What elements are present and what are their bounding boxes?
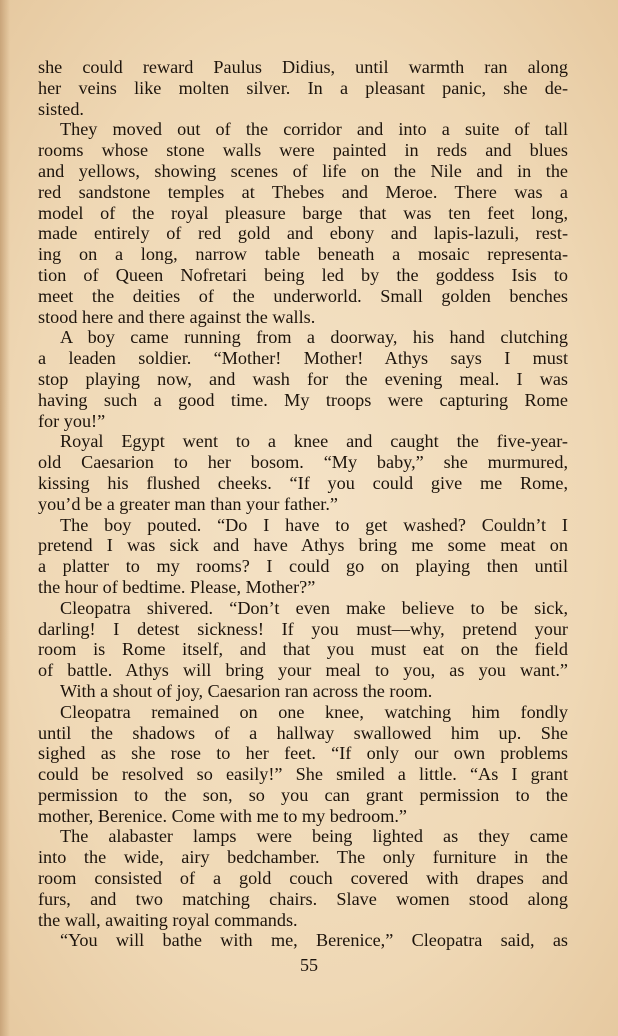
text-line: tion of Queen Nofretari being led by the goddess Isis to <box>38 264 568 285</box>
page-edge-shadow <box>0 0 10 1036</box>
text-line: the hour of bedtime. Please, Mother?” <box>38 576 316 597</box>
text-line: into the wide, airy bedchamber. The only furniture in the <box>38 847 568 868</box>
book-page-text <box>38 57 568 951</box>
text-line: you’d be a greater man than your father.” <box>38 493 338 514</box>
text-line: pretend I was sick and have Athys bring me some meat on <box>38 535 568 556</box>
text-line: Cleopatra remained on one knee, watching him fondly <box>60 701 568 722</box>
text-line: A boy came running from a doorway, his hand clutching <box>60 327 568 348</box>
text-line: rooms whose stone walls were painted in reds and blues <box>38 140 568 161</box>
text-line: sighed as she rose to her feet. “If only our own problems <box>38 743 568 764</box>
text-line: With a shout of joy, Caesarion ran across the room. <box>60 680 433 701</box>
text-line: furs, and two matching chairs. Slave women stood along <box>38 888 568 909</box>
text-line: The boy pouted. “Do I have to get washed? Couldn’t I <box>60 514 568 535</box>
text-line: for you!” <box>38 410 106 431</box>
page-number: 55 <box>300 955 318 975</box>
text-line: darling! I detest sickness! If you must—why, pretend your <box>38 618 568 639</box>
text-line: mother, Berenice. Come with me to my bedroom.” <box>38 805 407 826</box>
text-line: They moved out of the corridor and into a suite of tall <box>60 119 568 140</box>
text-line: meet the deities of the underworld. Small golden benches <box>38 285 568 306</box>
text-line: Cleopatra shivered. “Don’t even make believe to be sick, <box>60 597 568 618</box>
text-line: the wall, awaiting royal commands. <box>38 909 298 930</box>
text-line: red sandstone temples at Thebes and Meroe. There was a <box>38 181 568 202</box>
text-line: stood here and there against the walls. <box>38 306 316 327</box>
text-line: kissing his flushed cheeks. “If you could give me Rome, <box>38 472 568 493</box>
text-line: room consisted of a gold couch covered with drapes and <box>38 868 568 889</box>
text-line: could be resolved so easily!” She smiled a little. “As I grant <box>38 764 568 785</box>
text-line: having such a good time. My troops were capturing Rome <box>38 389 568 410</box>
text-line: “You will bathe with me, Berenice,” Cleopatra said, as <box>60 930 568 951</box>
text-line: model of the royal pleasure barge that was ten feet long, <box>38 202 568 223</box>
text-line: of battle. Athys will bring your meal to you, as you want.” <box>38 660 568 681</box>
text-line: her veins like molten silver. In a pleasant panic, she de- <box>38 77 568 98</box>
text-line: ing on a long, narrow table beneath a mosaic representa- <box>38 244 568 265</box>
text-line: a platter to my rooms? I could go on playing then until <box>38 556 568 577</box>
text-line: a leaden soldier. “Mother! Mother! Athys says I must <box>38 348 568 369</box>
text-line: made entirely of red gold and ebony and lapis-lazuli, rest- <box>38 223 568 244</box>
text-line: Royal Egypt went to a knee and caught the five-year- <box>60 431 568 452</box>
text-line: she could reward Paulus Didius, until warmth ran along <box>38 57 568 77</box>
text-line: room is Rome itself, and that you must eat on the field <box>38 639 568 660</box>
text-line: stop playing now, and wash for the evening meal. I was <box>38 368 568 389</box>
text-line: old Caesarion to her bosom. “My baby,” she murmured, <box>38 452 568 473</box>
text-line: The alabaster lamps were being lighted as they came <box>60 826 568 847</box>
text-line: until the shadows of a hallway swallowed him up. She <box>38 722 568 743</box>
text-line: and yellows, showing scenes of life on the Nile and in the <box>38 160 568 181</box>
text-line: permission to the son, so you can grant permission to the <box>38 784 568 805</box>
text-line: sisted. <box>38 98 84 119</box>
